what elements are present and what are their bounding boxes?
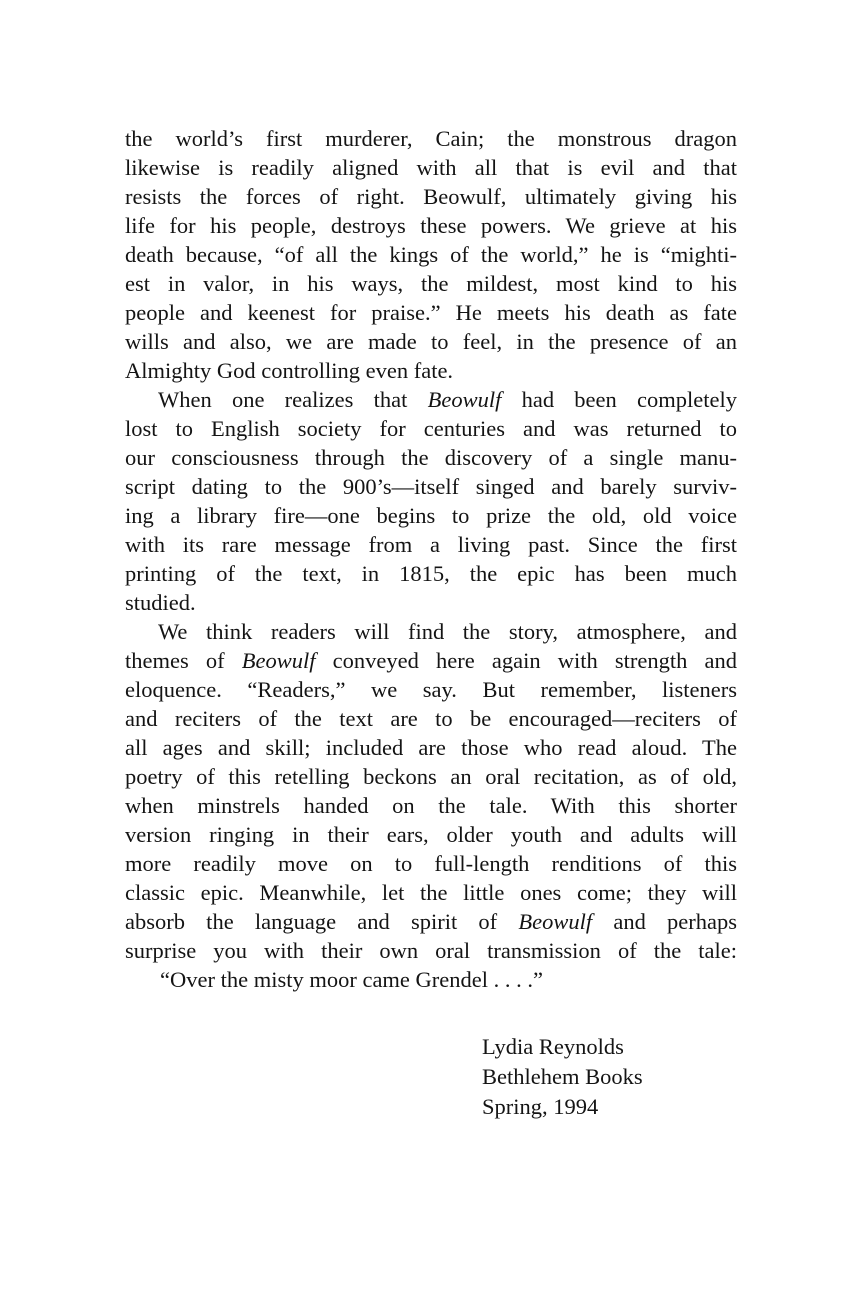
text-segment: script dating to the 900’s—itself singed and barely surviv- <box>125 474 737 499</box>
text-segment: more readily move on to full-length renditions of this <box>125 851 737 876</box>
text-segment: the world’s first murderer, Cain; the monstrous dragon <box>125 126 737 151</box>
text-segment: printing of the text, in 1815, the epic has been much <box>125 561 737 586</box>
text-segment: resists the forces of right. Beowulf, ultimately giving his <box>125 184 737 209</box>
text-line <box>125 617 737 646</box>
text-segment: version ringing in their ears, older youth and adults will <box>125 822 737 847</box>
text-line <box>125 124 737 153</box>
text-segment: ing a library fire—one begins to prize the old, old voice <box>125 503 737 528</box>
text-line <box>125 356 737 385</box>
text-segment: people and keenest for praise.” He meets his death as fate <box>125 300 737 325</box>
quote-line <box>125 965 737 994</box>
text-segment: surprise you with their own oral transmission of the tale: <box>125 938 737 963</box>
text-line <box>125 385 737 414</box>
book-title-italic: Beowulf <box>518 909 593 934</box>
text-line <box>125 878 737 907</box>
text-line <box>125 182 737 211</box>
text-line <box>125 443 737 472</box>
text-segment: when minstrels handed on the tale. With this shorter <box>125 793 737 818</box>
text-segment: classic epic. Meanwhile, let the little ones come; they will <box>125 880 737 905</box>
text-segment: est in valor, in his ways, the mildest, most kind to his <box>125 271 737 296</box>
text-line <box>125 153 737 182</box>
text-segment: We think readers will find the story, atmosphere, and <box>158 619 737 644</box>
page-body-text <box>125 124 737 994</box>
text-segment: conveyed here again with strength and <box>315 648 737 673</box>
text-segment: lost to English society for centuries and was returned to <box>125 416 737 441</box>
text-segment: poetry of this retelling beckons an oral recitation, as of old, <box>125 764 737 789</box>
signature-line: Lydia Reynolds <box>482 1034 624 1059</box>
text-line <box>125 733 737 762</box>
text-segment: eloquence. “Readers,” we say. But remember, listeners <box>125 677 737 702</box>
text-line <box>125 675 737 704</box>
text-segment: likewise is readily aligned with all that is evil and that <box>125 155 737 180</box>
text-segment: “Over the misty moor came Grendel . . . .” <box>160 967 543 992</box>
text-segment: all ages and skill; included are those who read aloud. The <box>125 735 737 760</box>
text-line <box>125 414 737 443</box>
text-line <box>125 704 737 733</box>
text-segment: with its rare message from a living past. Since the first <box>125 532 737 557</box>
paragraph-3 <box>125 617 737 994</box>
text-segment: life for his people, destroys these powers. We grieve at his <box>125 213 737 238</box>
text-line <box>125 762 737 791</box>
text-segment: death because, “of all the kings of the world,” he is “mighti- <box>125 242 737 267</box>
text-line <box>125 240 737 269</box>
text-segment: Almighty God controlling even fate. <box>125 358 454 383</box>
text-line <box>125 936 737 965</box>
text-line <box>125 820 737 849</box>
text-segment: absorb the language and spirit of <box>125 909 519 934</box>
text-segment: studied. <box>125 590 196 615</box>
paragraph-2 <box>125 385 737 617</box>
text-segment: wills and also, we are made to feel, in the presence of an <box>125 329 737 354</box>
text-line <box>125 646 737 675</box>
text-segment: our consciousness through the discovery of a single manu- <box>125 445 737 470</box>
text-segment: and reciters of the text are to be encouraged—reciters of <box>125 706 737 731</box>
text-line <box>125 849 737 878</box>
text-line <box>125 472 737 501</box>
signature-line: Spring, 1994 <box>482 1094 599 1119</box>
signature-line: Bethlehem Books <box>482 1064 643 1089</box>
text-line <box>125 269 737 298</box>
text-line <box>125 211 737 240</box>
book-title-italic: Beowulf <box>241 648 316 673</box>
text-segment: had been completely <box>501 387 737 412</box>
text-line <box>125 907 737 936</box>
text-segment: and perhaps <box>592 909 737 934</box>
text-line <box>125 559 737 588</box>
text-line <box>125 298 737 327</box>
book-title-italic: Beowulf <box>427 387 502 412</box>
text-line <box>125 501 737 530</box>
signature-block <box>482 1032 737 1122</box>
text-line <box>125 530 737 559</box>
text-segment: themes of <box>125 648 242 673</box>
text-segment: When one realizes that <box>158 387 428 412</box>
paragraph-1 <box>125 124 737 385</box>
text-line <box>125 327 737 356</box>
text-line <box>125 588 737 617</box>
text-line <box>125 791 737 820</box>
